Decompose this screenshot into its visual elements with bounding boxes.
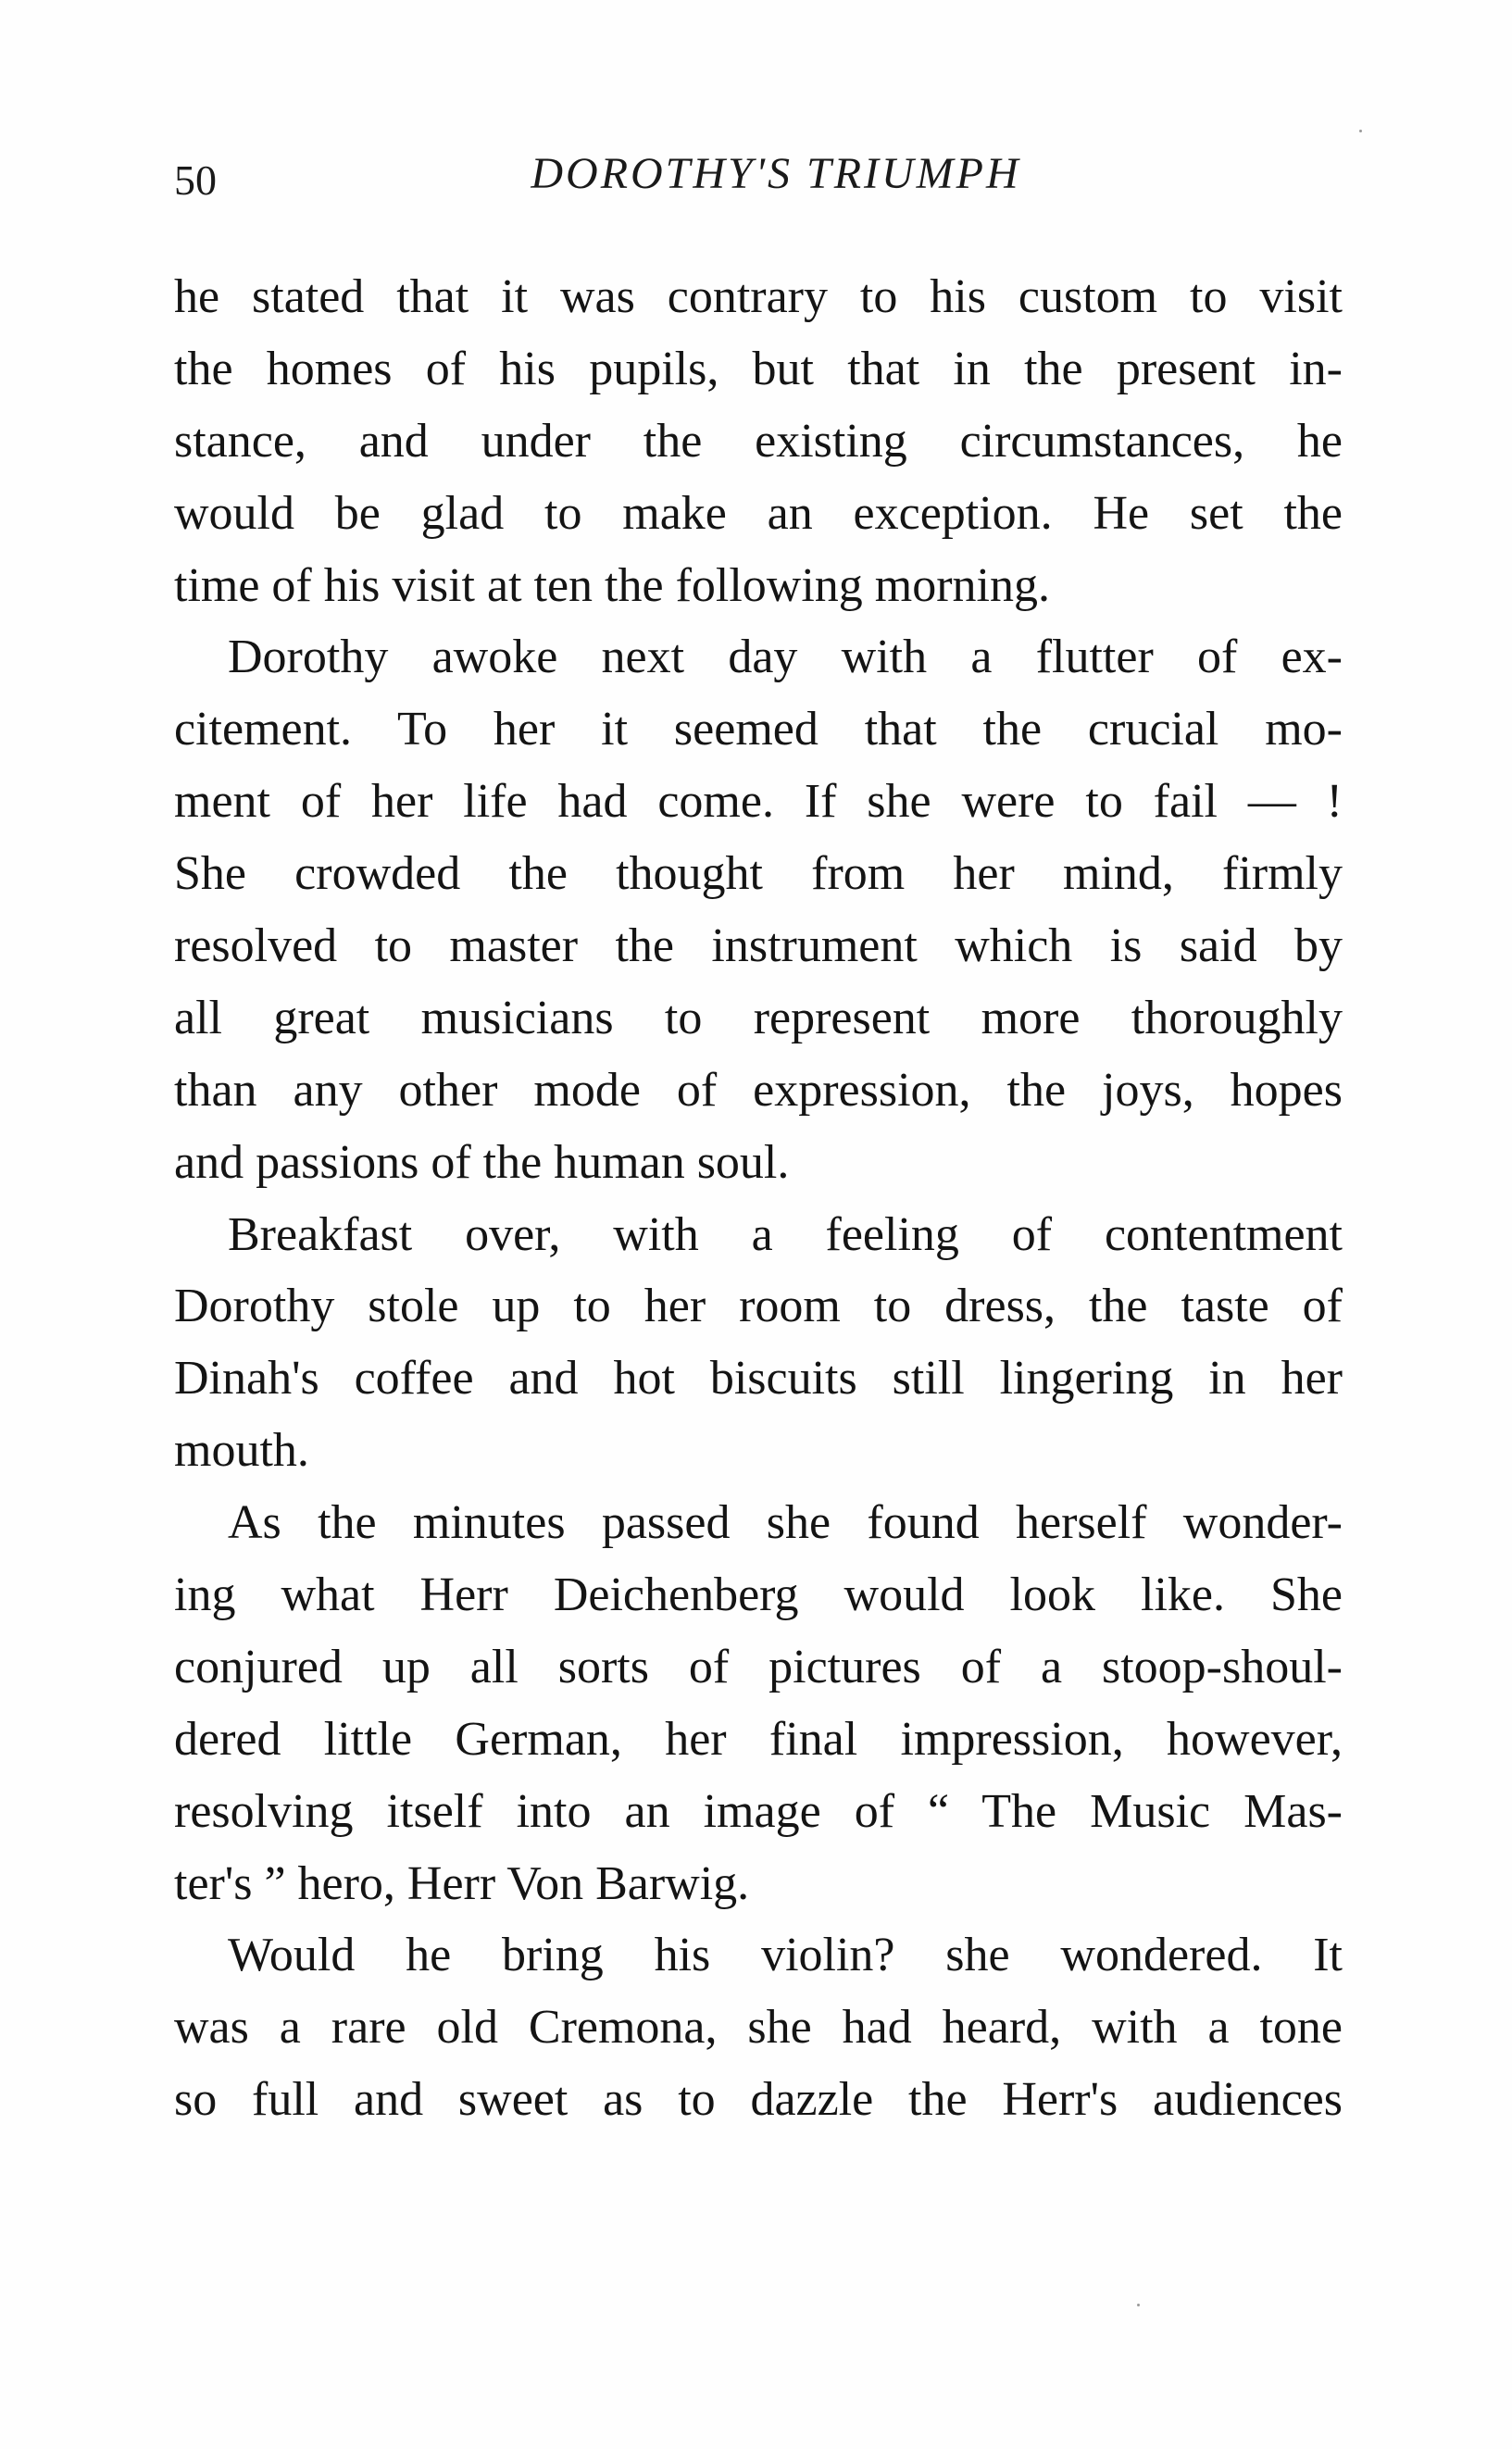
- text-line: all great musicians to represent more thoroughly: [174, 991, 1343, 1044]
- paragraph: [174, 261, 1343, 621]
- page-number: 50: [174, 156, 217, 204]
- text-line: conjured up all sorts of pictures of a stoop-shoul-: [174, 1640, 1343, 1693]
- text-line: Dinah's coffee and hot biscuits still lingering in her: [174, 1352, 1343, 1406]
- running-head-title: DOROTHY'S TRIUMPH: [531, 149, 1021, 198]
- paragraph: [174, 1487, 1343, 1919]
- paper-speck: [1137, 2304, 1140, 2306]
- text-line: Dorothy awoke next day with a flutter of ex-: [228, 631, 1343, 684]
- text-line: resolving itself into an image of “ The Music Mas-: [174, 1784, 1343, 1838]
- text-line: he stated that it was contrary to his custom to visit: [174, 270, 1343, 323]
- paragraph: [174, 621, 1343, 1198]
- text-line: than any other mode of expression, the joys, hopes: [174, 1063, 1343, 1117]
- body-text: [174, 261, 1343, 2136]
- text-line: so full and sweet as to dazzle the Herr's audiences: [174, 2073, 1343, 2127]
- text-line: resolved to master the instrument which is said by: [174, 919, 1343, 973]
- text-line: Breakfast over, with a feeling of contentment: [228, 1207, 1343, 1261]
- text-line: Would he bring his violin? she wondered. It: [228, 1929, 1343, 1982]
- text-line: citement. To her it seemed that the crucial mo-: [174, 703, 1343, 756]
- text-line: stance, and under the existing circumstances, he: [174, 414, 1343, 468]
- text-line: Dorothy stole up to her room to dress, the taste of: [174, 1280, 1343, 1333]
- paragraph: [174, 1199, 1343, 1488]
- text-line: ter's ” hero, Herr Von Barwig.: [174, 1856, 750, 1910]
- paper-speck: [1359, 130, 1362, 132]
- paragraph: [174, 1919, 1343, 2136]
- text-line: dered little German, her final impression, however,: [174, 1712, 1343, 1766]
- text-line: She crowded the thought from her mind, firmly: [174, 847, 1343, 901]
- text-line: time of his visit at ten the following morning.: [174, 558, 1051, 612]
- running-head: [174, 148, 1341, 213]
- text-line: ing what Herr Deichenberg would look like. She: [174, 1568, 1343, 1622]
- text-line: As the minutes passed she found herself wonder-: [228, 1496, 1343, 1550]
- text-line: the homes of his pupils, but that in the present in-: [174, 342, 1343, 395]
- text-line: mouth.: [174, 1424, 309, 1478]
- text-line: ment of her life had come. If she were to fail — !: [174, 775, 1343, 829]
- text-line: was a rare old Cremona, she had heard, with a tone: [174, 2001, 1343, 2055]
- text-line: would be glad to make an exception. He set the: [174, 486, 1343, 540]
- text-line: and passions of the human soul.: [174, 1135, 790, 1189]
